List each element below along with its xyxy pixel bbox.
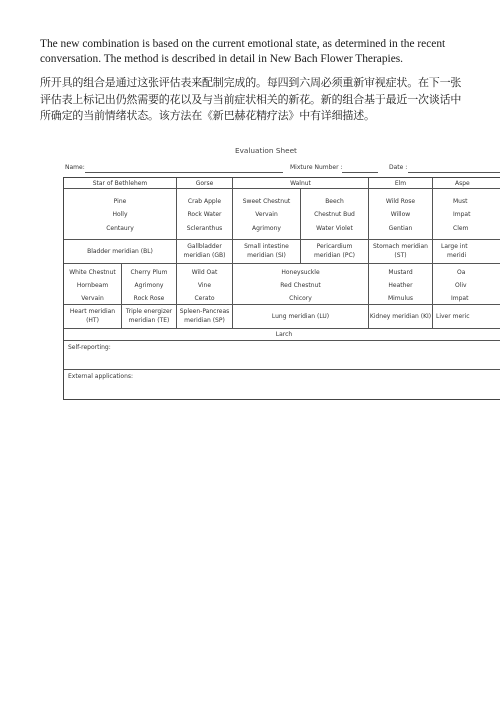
cell-wild-oat-group: Wild Oat Vine Cerato xyxy=(177,264,233,304)
cell-elm: Elm xyxy=(369,178,433,188)
cell-lung-meridian: Lung meridian (LU) xyxy=(233,305,369,328)
cell-crab-apple-group: Crab Apple Rock Water Scleranthus xyxy=(177,189,233,239)
intro-english: The new combination is based on the current emotional state, as determined in the recent conversation. The method is described in detail in New Bach Flower Therapies. xyxy=(40,38,446,65)
cell-walnut: Walnut xyxy=(233,178,369,188)
cell-pericardium-meridian: Pericardium meridian (PC) xyxy=(301,240,369,263)
grid-row-meridians-2 xyxy=(64,305,500,329)
sheet-header-fields xyxy=(63,164,500,174)
cell-wild-rose-group: Wild Rose Willow Gentian xyxy=(369,189,433,239)
cell-gallbladder-meridian: Gallbladder meridian (GB) xyxy=(177,240,233,263)
self-reporting-label: Self-reporting: xyxy=(68,344,111,351)
cell-heart-meridian: Heart meridian (HT) xyxy=(64,305,122,328)
grid-row-external-applications xyxy=(64,370,500,399)
cell-larch: Larch xyxy=(275,331,293,338)
cell-honeysuckle-group: Honeysuckle Red Chestnut Chicory xyxy=(233,264,369,304)
mixture-line xyxy=(342,172,378,173)
grid-row-flowers-2 xyxy=(64,264,500,305)
cell-kidney-meridian: Kidney meridian (KI) xyxy=(369,305,433,328)
cell-cherry-plum-group: Cherry Plum Agrimony Rock Rose xyxy=(122,264,177,304)
cell-gorse: Gorse xyxy=(177,178,233,188)
grid-row-self-reporting xyxy=(64,341,500,370)
mixture-label: Mixture Number : xyxy=(290,164,343,171)
cell-pine-group: Pine Holly Centaury xyxy=(64,189,177,239)
cell-triple-energizer-meridian: Triple energizer meridian (TE) xyxy=(122,305,177,328)
date-line xyxy=(408,172,500,173)
cell-sweet-chestnut-group: Sweet Chestnut Vervain Agrimony xyxy=(233,189,301,239)
date-label: Date : xyxy=(389,164,408,171)
cell-small-intestine-meridian: Small intestine meridian (SI) xyxy=(233,240,301,263)
external-applications-label: External applications: xyxy=(68,373,134,380)
cell-white-chestnut-group: White Chestnut Hornbeam Vervain xyxy=(64,264,122,304)
cell-oak-group: Oa Oliv Impat xyxy=(451,269,469,302)
name-line xyxy=(85,172,283,173)
cell-star-of-bethlehem: Star of Bethlehem xyxy=(64,178,177,188)
cell-spleen-pancreas-meridian: Spleen-Pancreas meridian (SP) xyxy=(177,305,233,328)
cell-mustard-heather-group: Mustard Heather Mimulus xyxy=(369,264,433,304)
grid-row-flowers-1 xyxy=(64,189,500,240)
grid-row-larch xyxy=(64,329,500,341)
evaluation-grid xyxy=(63,177,500,400)
cell-aspen: Aspe xyxy=(455,180,470,187)
cell-large-intestine-meridian: Large int meridi xyxy=(441,243,468,259)
sheet-title: Evaluation Sheet xyxy=(235,146,297,155)
cell-liver-meridian: Liver meric xyxy=(436,313,470,320)
evaluation-sheet xyxy=(63,141,500,406)
cell-mustard-group: Must Impat Clem xyxy=(453,198,471,232)
intro-chinese: 所开具的组合是通过这张评估表来配制完成的。每四到六周必须重新审视症状。在下一张评估表上标记出仍然需要的花以及与当前症状相关的新花。新的组合基于最近一次谈话中所确定的当前情绪状态。该方法在《新巴赫花精疗法》中有详细描述。 xyxy=(40,76,462,122)
cell-stomach-meridian: Stomach meridian (ST) xyxy=(369,240,433,263)
cell-bladder-meridian: Bladder meridian (BL) xyxy=(64,240,177,263)
name-label: Name: xyxy=(65,164,85,171)
cell-beech-group: Beech Chestnut Bud Water Violet xyxy=(301,189,369,239)
grid-row-meridians-1 xyxy=(64,240,500,264)
grid-row-headers xyxy=(64,178,500,189)
